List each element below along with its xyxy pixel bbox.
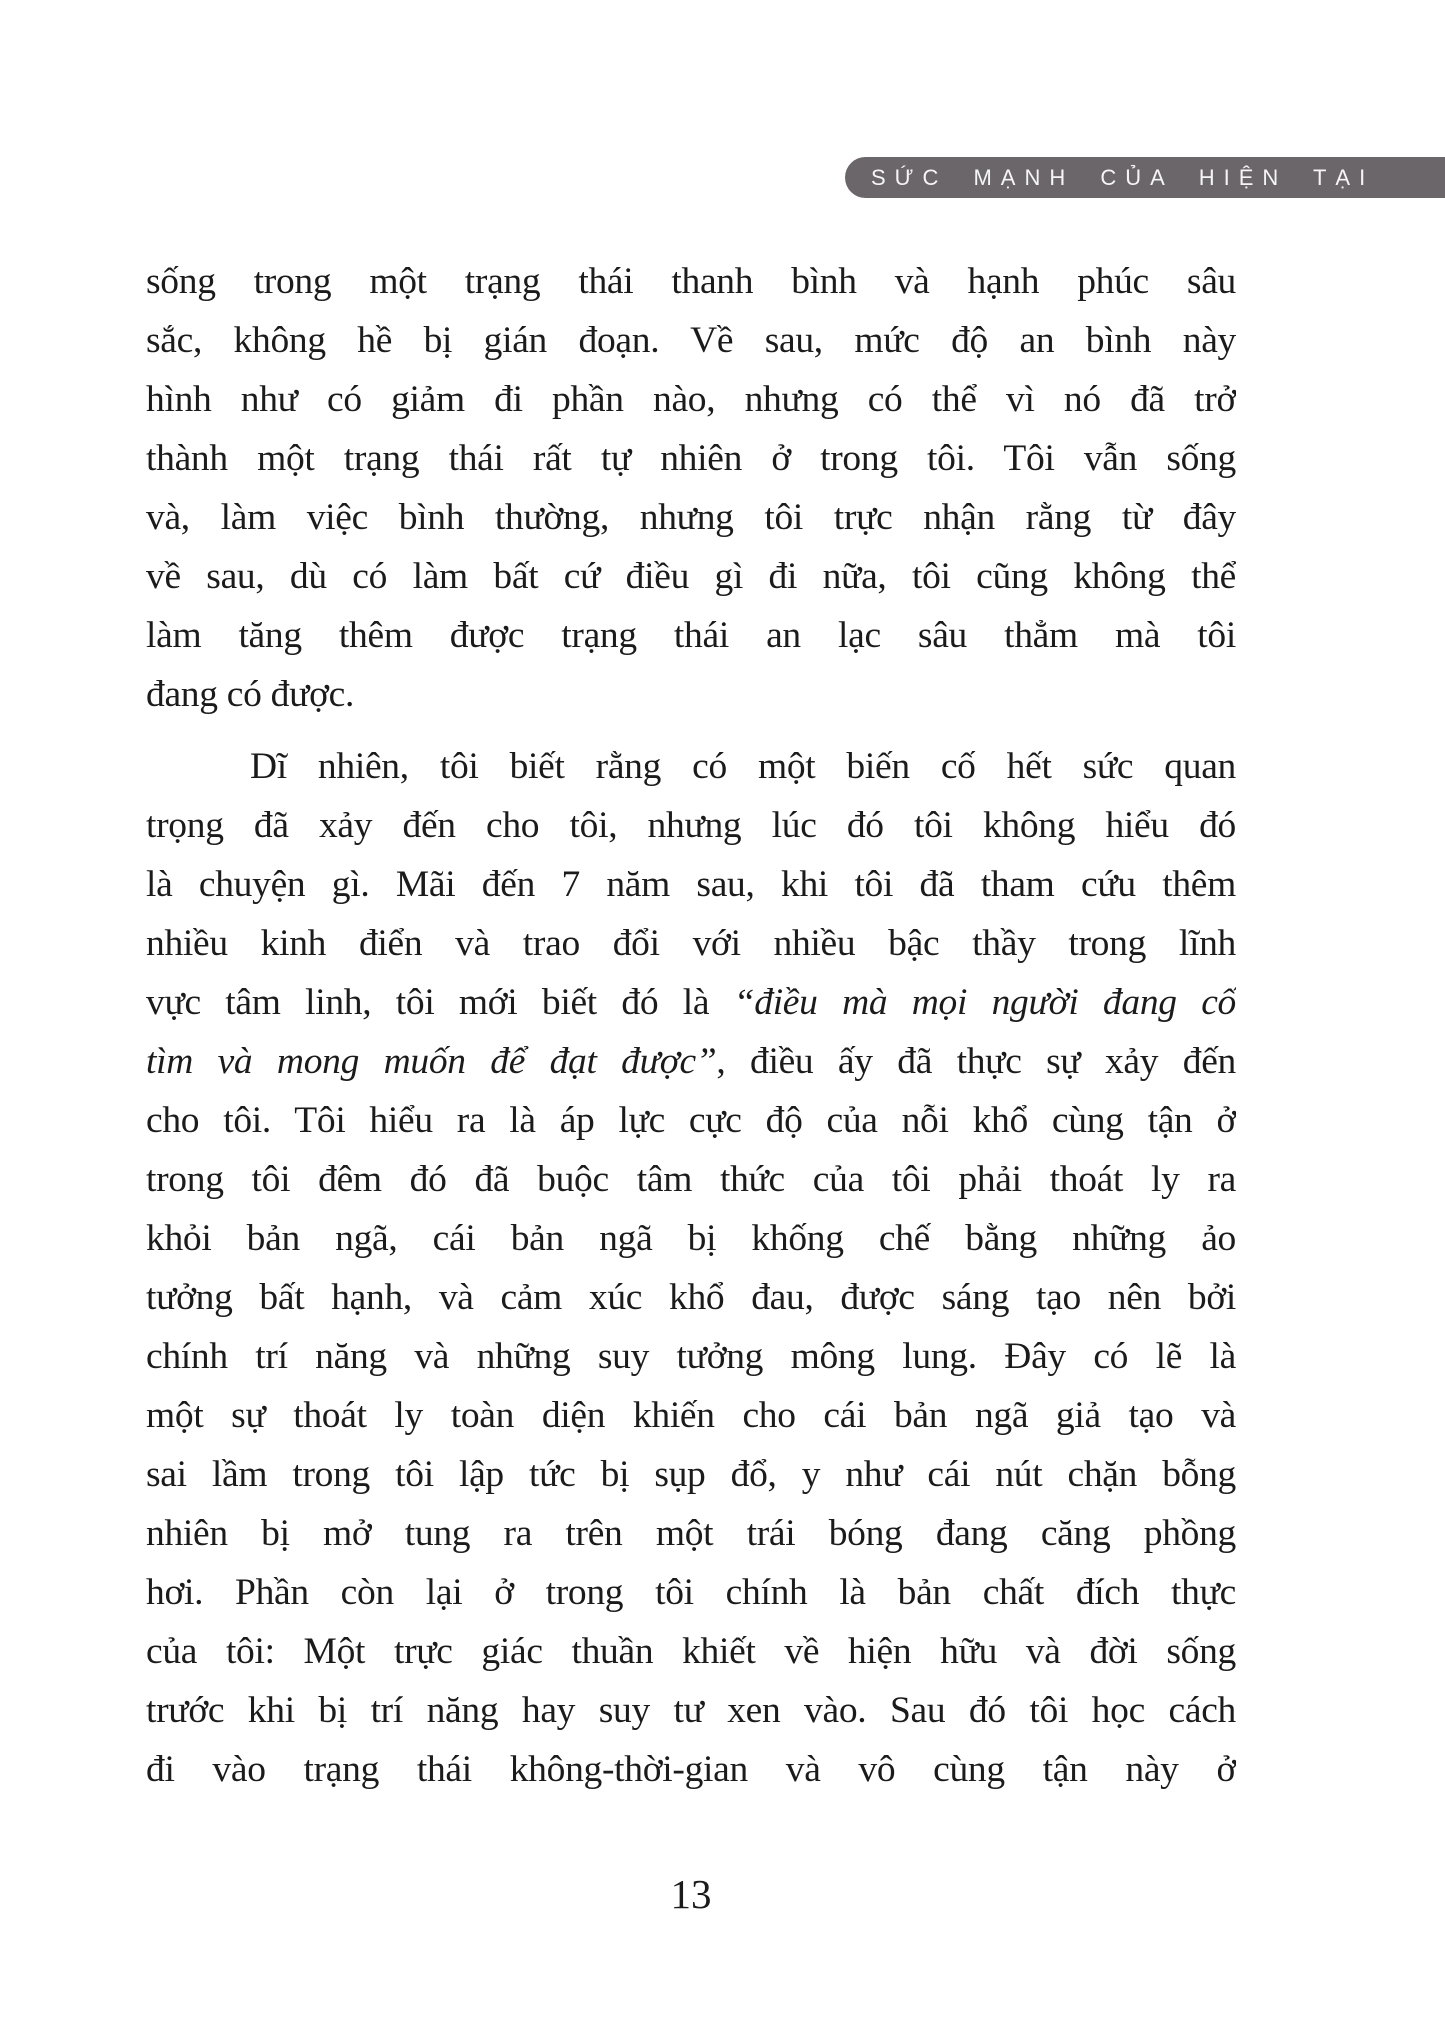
text-line: trọng đã xảy đến cho tôi, nhưng lúc đó tôi không hiểu đó (146, 805, 1236, 846)
text-line: một sự thoát ly toàn diện khiến cho cái bản ngã giả tạo và (146, 1395, 1236, 1436)
text-line: chính trí năng và những suy tưởng mông lung. Đây có lẽ là (146, 1336, 1236, 1377)
text-line: làm tăng thêm được trạng thái an lạc sâu thẳm mà tôi (146, 615, 1236, 656)
running-header-banner (845, 157, 1445, 198)
text-line: nhiều kinh điển và trao đổi với nhiều bậc thầy trong lĩnh (146, 923, 1236, 964)
text-line: hơi. Phần còn lại ở trong tôi chính là bản chất đích thực (146, 1572, 1236, 1613)
text-line: của tôi: Một trực giác thuần khiết về hiện hữu và đời sống (146, 1631, 1236, 1672)
text-line: trước khi bị trí năng hay suy tư xen vào. Sau đó tôi học cách (146, 1690, 1236, 1731)
text-line (146, 973, 1236, 1032)
text-line: là chuyện gì. Mãi đến 7 năm sau, khi tôi đã tham cứu thêm (146, 864, 1236, 905)
text-line: sai lầm trong tôi lập tức bị sụp đổ, y như cái nút chặn bỗng (146, 1454, 1236, 1495)
text-line: Dĩ nhiên, tôi biết rằng có một biến cố hết sức quan (250, 746, 1236, 787)
text-line: sắc, không hề bị gián đoạn. Về sau, mức độ an bình này (146, 320, 1236, 361)
text-segment-italic: “điều mà mọi người đang cố (733, 982, 1236, 1023)
text-segment: vực tâm linh, tôi mới biết đó là (146, 982, 734, 1023)
paragraph (146, 252, 1236, 724)
text-line: và, làm việc bình thường, nhưng tôi trực nhận rằng từ đây (146, 497, 1236, 538)
book-title: SỨC MẠNH CỦA HIỆN TẠI (871, 164, 1375, 190)
text-line: về sau, dù có làm bất cứ điều gì đi nữa, tôi cũng không thể (146, 556, 1236, 597)
text-line: sống trong một trạng thái thanh bình và hạnh phúc sâu (146, 261, 1236, 302)
text-line: đi vào trạng thái không-thời-gian và vô cùng tận này ở (146, 1749, 1236, 1790)
text-line: đang có được. (146, 674, 355, 715)
body-text (146, 252, 1236, 1799)
text-line: khỏi bản ngã, cái bản ngã bị khống chế bằng những ảo (146, 1218, 1236, 1259)
text-line: nhiên bị mở tung ra trên một trái bóng đang căng phồng (146, 1513, 1236, 1554)
text-segment: , điều ấy đã thực sự xảy đến (716, 1041, 1236, 1082)
text-line: hình như có giảm đi phần nào, nhưng có thể vì nó đã trở (146, 379, 1236, 420)
page-number: 13 (670, 1871, 712, 1917)
text-line: cho tôi. Tôi hiểu ra là áp lực cực độ của nỗi khổ cùng tận ở (146, 1100, 1236, 1141)
text-line: trong tôi đêm đó đã buộc tâm thức của tôi phải thoát ly ra (146, 1159, 1236, 1200)
text-line: tưởng bất hạnh, và cảm xúc khổ đau, được sáng tạo nên bởi (146, 1277, 1236, 1318)
text-segment-italic: tìm và mong muốn để đạt được” (146, 1041, 717, 1082)
text-line: thành một trạng thái rất tự nhiên ở trong tôi. Tôi vẫn sống (146, 438, 1236, 479)
text-line (146, 1032, 1236, 1091)
paragraph (146, 737, 1236, 1799)
